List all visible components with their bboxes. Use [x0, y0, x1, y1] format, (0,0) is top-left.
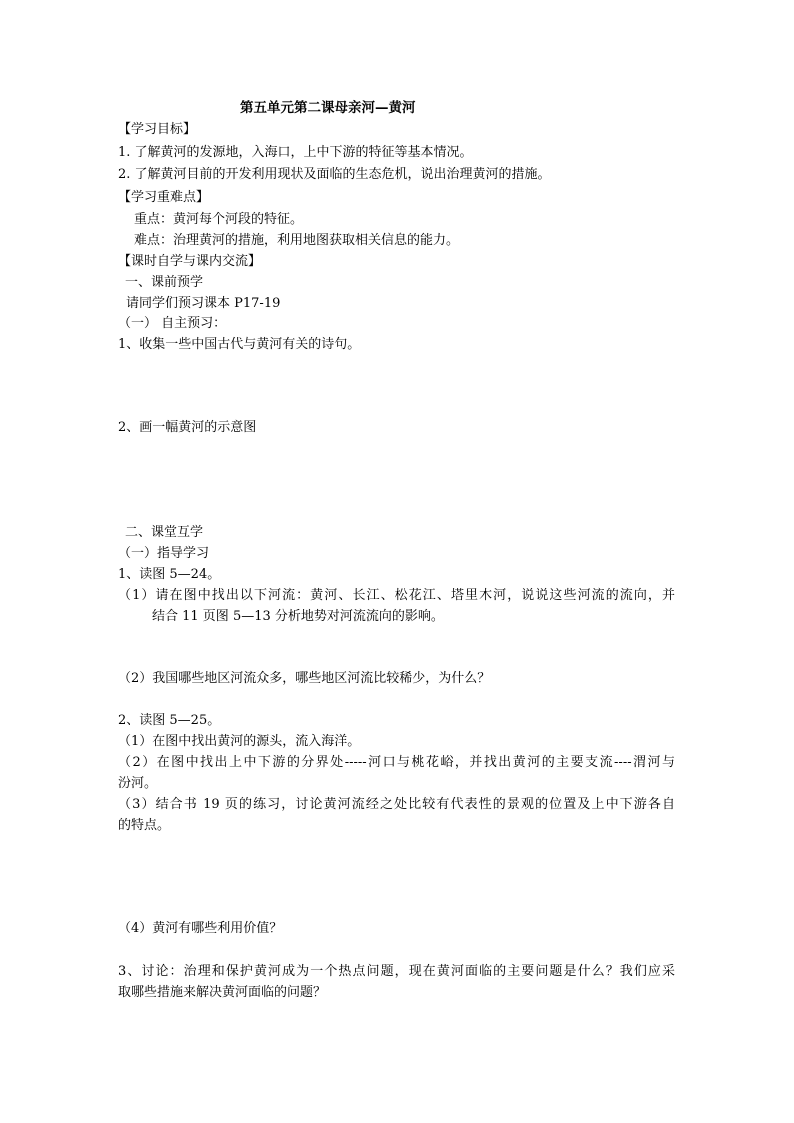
classroom-item-1: 1、读图 5—24。 — [118, 567, 221, 582]
guided-study-subheading: （一）指导学习 — [118, 546, 210, 561]
item2-question-1: （1）在图中找出黄河的源头，流入海洋。 — [118, 734, 361, 749]
discussion-line1: 3、讨论：治理和保护黄河成为一个热点问题，现在黄河面临的主要问题是什么？我们应采 — [118, 964, 675, 979]
discussion-line2: 取哪些措施来解决黄河面临的问题？ — [118, 985, 327, 1000]
classroom-item-2: 2、读图 5—25。 — [118, 713, 221, 728]
item1-question-1-line1: （1）请在图中找出以下河流：黄河、长江、松花江、塔里木河，说说这些河流的流向，并 — [118, 588, 675, 603]
item2-question-3-line1: （3）结合书 19 页的练习，讨论黄河流经之处比较有代表性的景观的位置及上中下游各自 — [118, 797, 675, 812]
objective-item-1: 1. 了解黄河的发源地，入海口，上中下游的特征等基本情况。 — [118, 145, 473, 160]
item2-question-2-line1: （2）在图中找出上中下游的分界处-----河口与桃花峪，并找出黄河的主要支流----渭河与 — [118, 755, 675, 770]
key-point-focus: 重点：黄河每个河段的特征。 — [134, 212, 304, 227]
objective-item-2: 2. 了解黄河目前的开发利用现状及面临的生态危机，说出治理黄河的措施。 — [118, 167, 551, 182]
item1-question-2: （2）我国哪些地区河流众多，哪些地区河流比较稀少，为什么？ — [118, 671, 491, 686]
pre-study-instruction: 请同学们预习课本 P17-19 — [126, 296, 281, 311]
preview-question-2: 2、画一幅黄河的示意图 — [118, 420, 257, 435]
item2-question-4: （4）黄河有哪些利用价值？ — [118, 921, 283, 936]
key-point-difficulty: 难点：治理黄河的措施，利用地图获取相关信息的能力。 — [134, 233, 460, 248]
item1-question-1-line2: 结合 11 页图 5—13 分析地势对河流流向的影响。 — [152, 609, 444, 624]
pre-study-title: 一、课前预学 — [125, 275, 204, 290]
page-title: 第五单元第二课母亲河—黄河 — [240, 100, 416, 116]
self-study-heading: 【课时自学与课内交流】 — [118, 254, 262, 269]
item2-question-3-line2: 的特点。 — [118, 818, 171, 833]
key-points-heading: 【学习重难点】 — [118, 190, 210, 205]
preview-question-1: 1、收集一些中国古代与黄河有关的诗句。 — [118, 337, 361, 352]
classroom-title: 二、课堂互学 — [125, 525, 204, 540]
self-preview-subheading: （一） 自主预习： — [118, 316, 227, 331]
item2-question-2-line2: 汾河。 — [118, 776, 158, 791]
objectives-heading: 【学习目标】 — [118, 122, 197, 137]
